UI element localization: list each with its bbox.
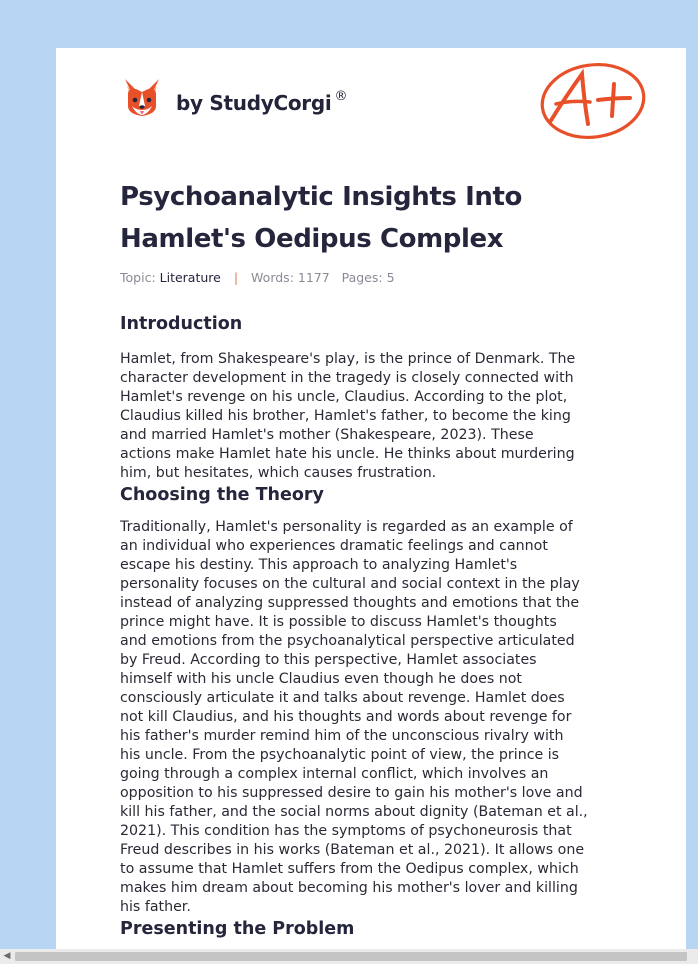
meta-separator: | — [233, 270, 239, 285]
paragraph-introduction: Hamlet, from Shakespeare's play, is the prince of Denmark. The character development in the tragedy is closely connected with Hamlet's revenge on his uncle, Claudius. According to the plot, Claudius killed his brother, Hamlet's father, to become the king and married Hamlet's mother (Shakespeare, 2023). These actions make Hamlet hate his uncle. He thinks about murdering him, but hesitates, which causes frustration. — [120, 351, 576, 481]
article-meta — [120, 270, 395, 285]
article-title — [120, 176, 620, 260]
title-line-1: Psychoanalytic Insights Into — [120, 182, 522, 212]
studycorgi-logo[interactable] — [122, 76, 347, 120]
heading-presenting-problem: Presenting the Problem — [120, 919, 355, 939]
scroll-left-arrow-icon[interactable]: ◀ — [3, 951, 11, 961]
registered-mark: ® — [334, 89, 348, 104]
page-count: Pages: 5 — [341, 270, 395, 285]
heading-introduction: Introduction — [120, 314, 243, 334]
a-plus-grade-icon — [538, 60, 648, 142]
scroll-thumb[interactable] — [15, 952, 687, 961]
brand-text: by StudyCorgi — [176, 91, 332, 115]
document-page — [56, 48, 686, 949]
topic-label: Topic: — [120, 270, 156, 285]
corgi-icon — [122, 76, 162, 120]
title-line-2: Hamlet's Oedipus Complex — [120, 224, 504, 254]
heading-choosing-theory: Choosing the Theory — [120, 485, 324, 505]
grade-badge — [538, 60, 648, 146]
topic-link[interactable]: Literature — [159, 270, 221, 285]
brand-name — [176, 89, 347, 115]
paragraph-theory: Traditionally, Hamlet's personality is regarded as an example of an individual who experiences dramatic feelings and cannot escape his destiny. This approach to analyzing Hamlet's personality focuses on the cultural and social context in the play instead of analyzing suppressed thoughts and emotions that the prince might have. It is possible to discuss Hamlet's thoughts and emotions from the psychoanalytical perspective articulated by Freud. According to this perspective, Hamlet associates himself with his uncle Claudius even though he does not consciously articulate it and talks about revenge. Hamlet does not kill Claudius, and his thoughts and words about revenge for his father's murder remind him of the unconscious rivalry with his uncle. From the psychoanalytic point of view, the prince is going through a complex internal conflict, which involves an opposition to his suppressed desire to gain his mother's love and kill his father, and the social norms about dignity (Bateman et al., 2021). This condition has the symptoms of psychoneurosis that Freud describes in his works (Bateman et al., 2021). It allows one to assume that Hamlet suffers from the Oedipus complex, which makes him dream about becoming his mother's lover and killing his father. — [120, 519, 588, 915]
article-body — [120, 312, 640, 941]
horizontal-scrollbar[interactable] — [0, 949, 698, 964]
word-count: Words: 1177 — [251, 270, 330, 285]
